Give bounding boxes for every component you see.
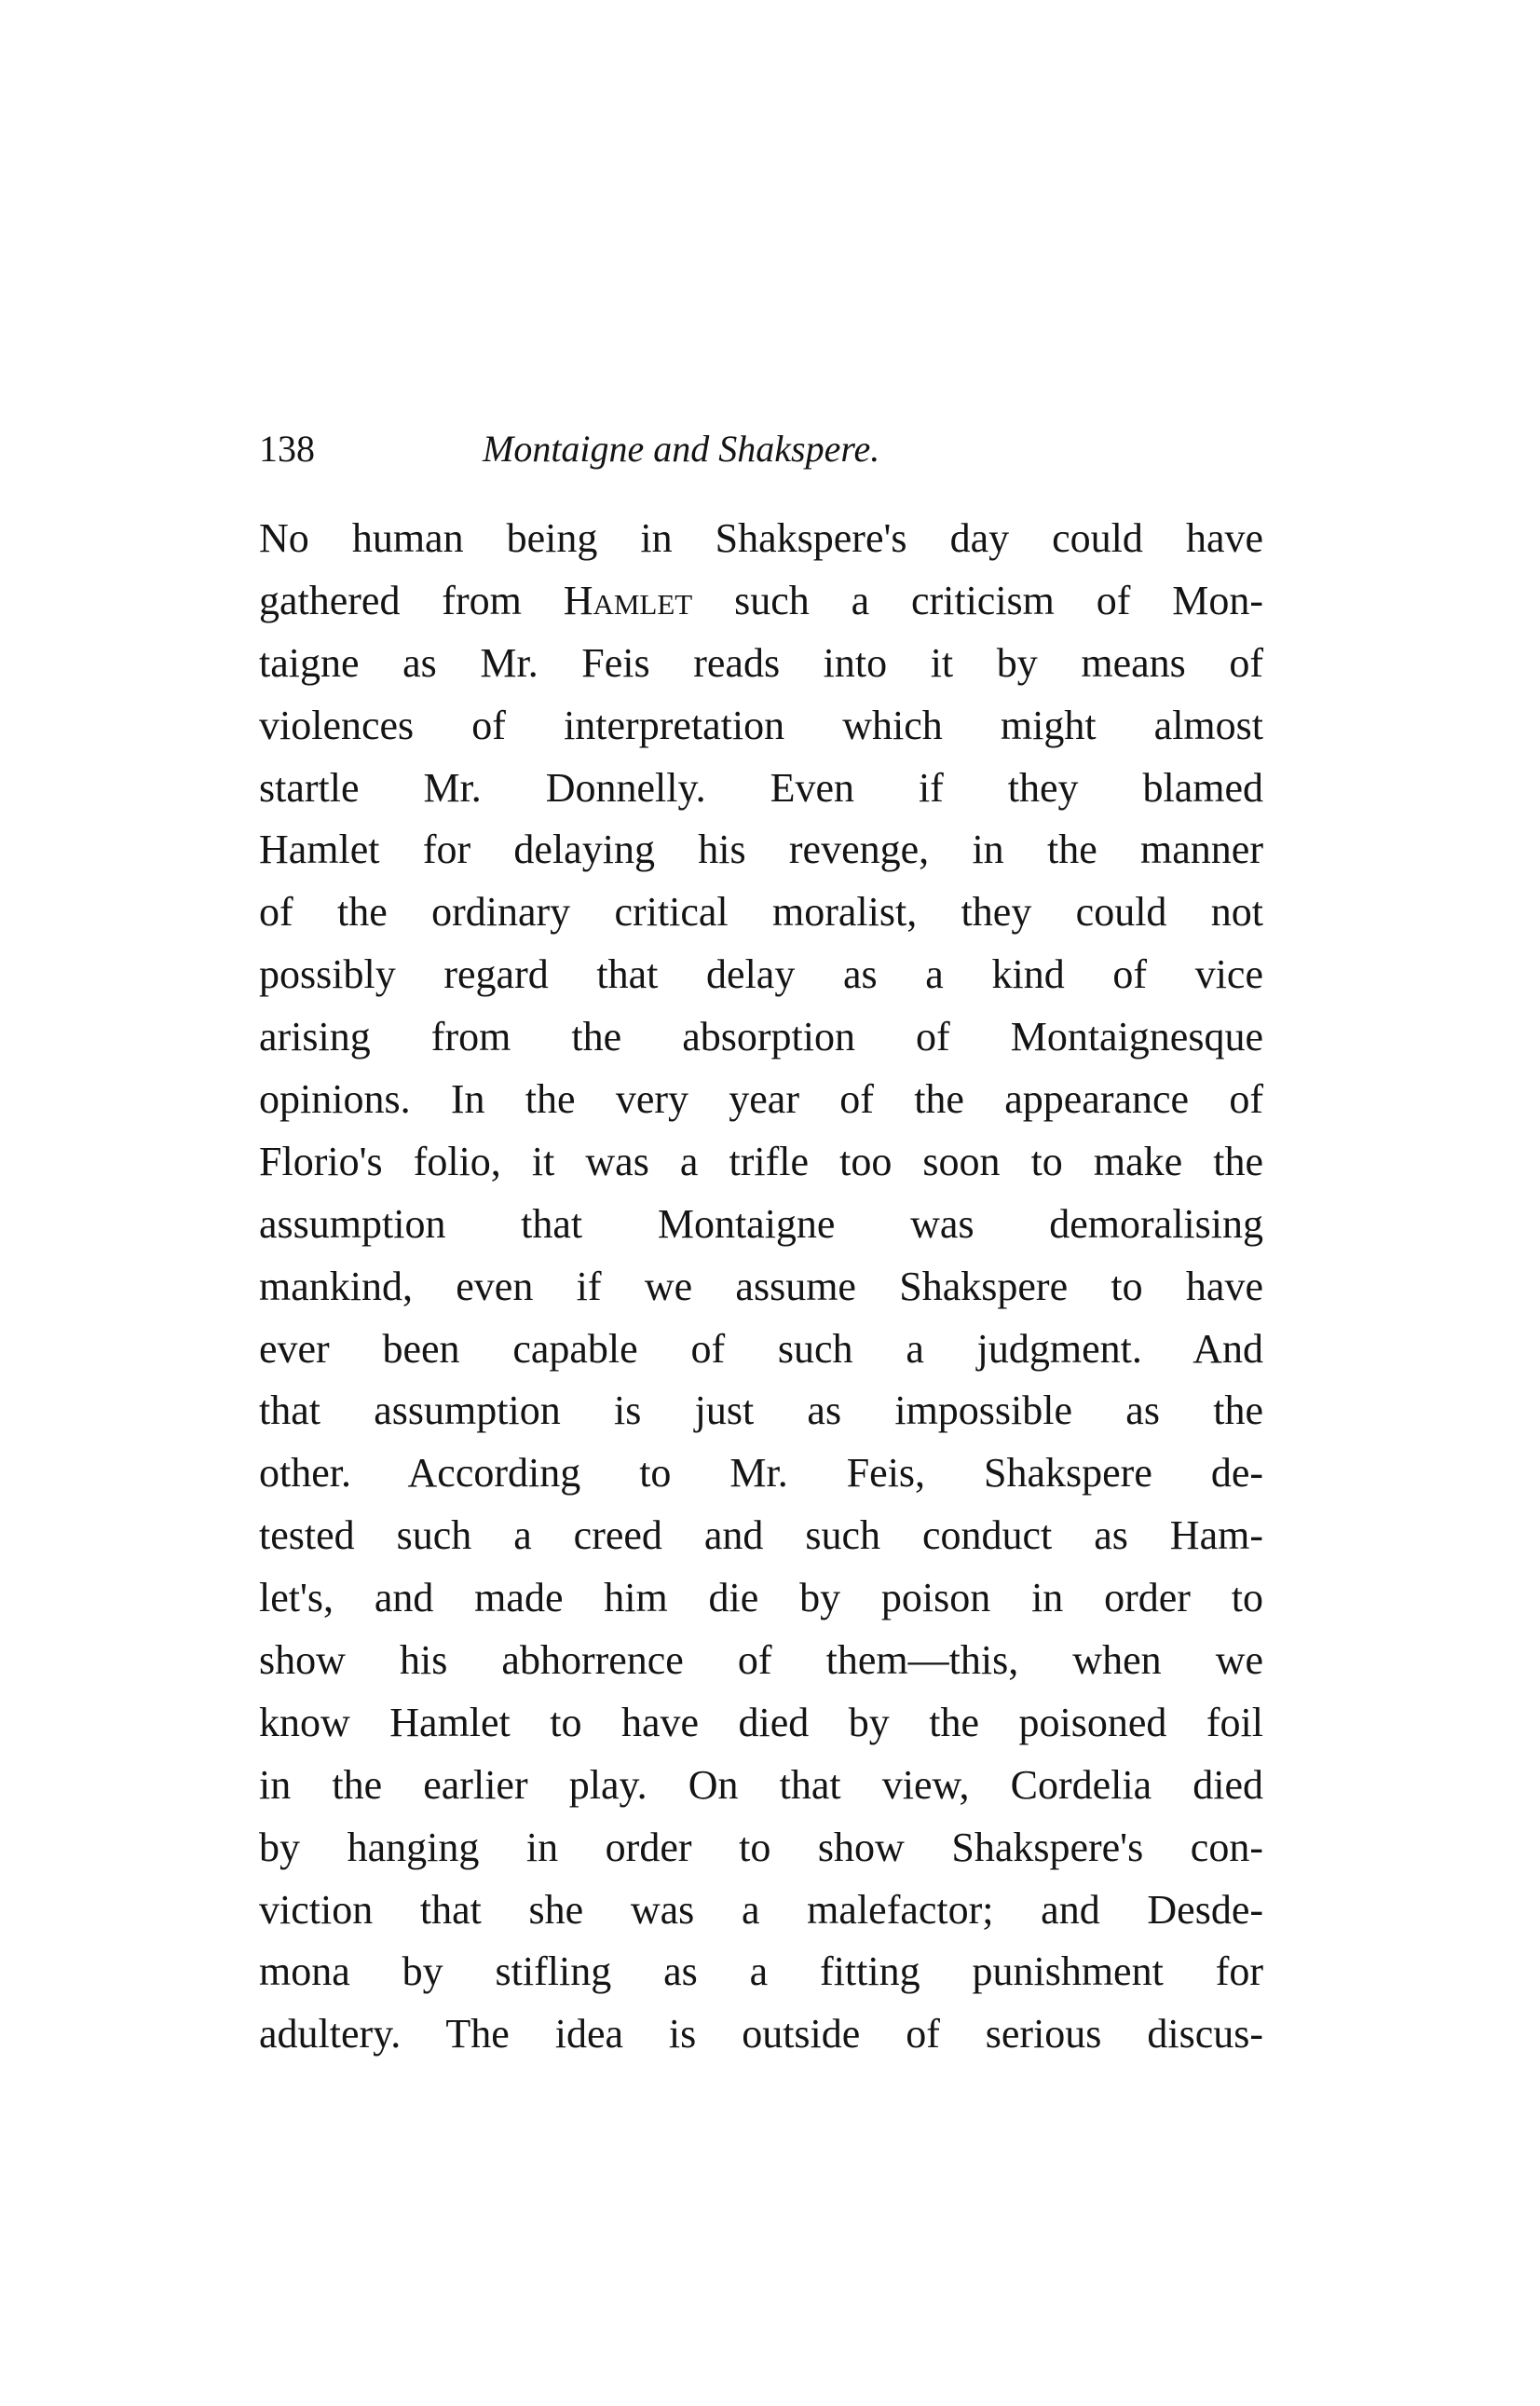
text-line: Florio's folio, it was a trifle too soon to make the — [259, 1138, 1263, 1184]
text-line: in the earlier play. On that view, Cordelia died — [259, 1761, 1263, 1808]
text-line: by hanging in order to show Shakspere's con- — [259, 1824, 1263, 1870]
text-line: taigne as Mr. Feis reads into it by means of — [259, 639, 1263, 686]
text-line: know Hamlet to have died by the poisoned foil — [259, 1699, 1263, 1745]
text-line: viction that she was a malefactor; and Desde- — [259, 1886, 1263, 1933]
text-line — [259, 570, 1263, 633]
text-line: violences of interpretation which might almost — [259, 702, 1263, 748]
small-caps-title: Hamlet — [563, 577, 693, 623]
text-line: other. According to Mr. Feis, Shakspere de- — [259, 1450, 1263, 1497]
text-line: that assumption is just as impossible as the — [259, 1388, 1263, 1434]
running-head — [259, 421, 1263, 477]
text-line: show his abhorrence of them—this, when we — [259, 1637, 1263, 1684]
text-line: tested such a creed and such conduct as Ham- — [259, 1512, 1263, 1559]
text-fragment: gathered from — [259, 577, 522, 623]
text-line: mankind, even if we assume Shakspere to have — [259, 1263, 1263, 1309]
text-line: of the ordinary critical moralist, they could not — [259, 889, 1263, 936]
text-line: mona by stifling as a fitting punishment for — [259, 1948, 1263, 1995]
text-fragment: such a criticism of Mon- — [734, 577, 1264, 623]
text-line: assumption that Montaigne was demoralising — [259, 1200, 1263, 1247]
text-line: adultery. The idea is outside of serious discus- — [259, 2011, 1263, 2057]
text-line: let's, and made him die by poison in order to — [259, 1575, 1263, 1621]
text-line: ever been capable of such a judgment. And — [259, 1325, 1263, 1372]
page-number: 138 — [259, 428, 315, 470]
text-line: arising from the absorption of Montaignesque — [259, 1014, 1263, 1060]
text-line: startle Mr. Donnelly. Even if they blamed — [259, 764, 1263, 811]
text-line: No human being in Shakspere's day could have — [259, 515, 1263, 561]
body-text — [259, 508, 1263, 2066]
running-title: Montaigne and Shakspere. — [483, 428, 880, 470]
text-line: possibly regard that delay as a kind of vice — [259, 951, 1263, 998]
text-line: opinions. In the very year of the appearance of — [259, 1076, 1263, 1123]
text-line: Hamlet for delaying his revenge, in the manner — [259, 827, 1263, 873]
